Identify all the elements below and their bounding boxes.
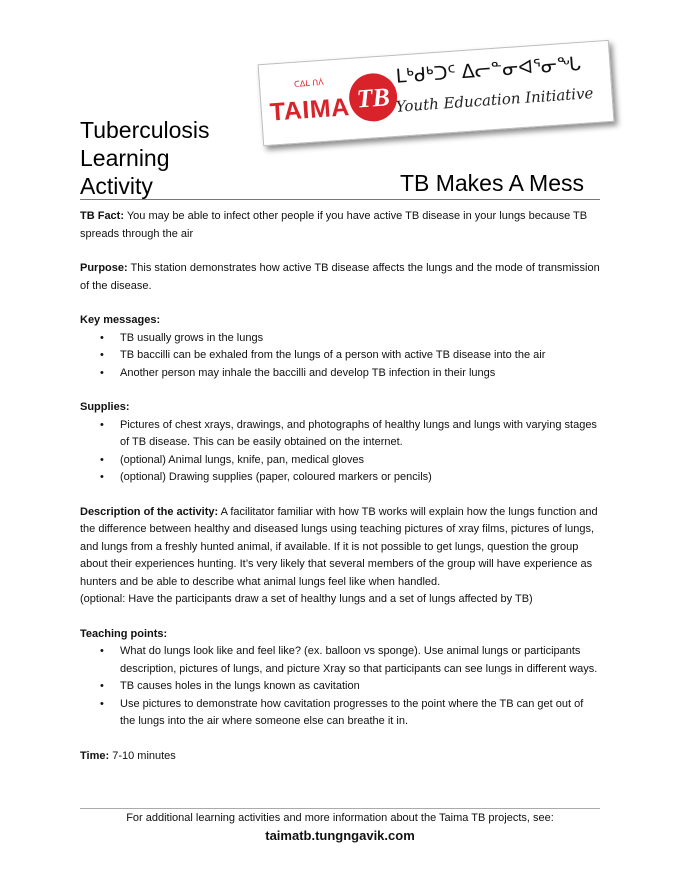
- taima-tb-logo: [258, 40, 615, 146]
- key-messages-heading: [80, 312, 600, 330]
- description-label: Description of the activity:: [80, 505, 219, 518]
- purpose: [80, 260, 600, 295]
- list-item: • TB usually grows in the lungs: [80, 330, 600, 348]
- tb-fact-text: You may be able to infect other people if you have active TB disease in your lungs because TB spreads through the air: [80, 210, 588, 240]
- document-title: [80, 116, 300, 200]
- time-label: Time:: [80, 749, 110, 762]
- purpose-text: This station demonstrates how active TB disease affects the lungs and the mode of transmission of the disease.: [80, 262, 600, 292]
- teaching-points-list: [80, 643, 600, 731]
- logo-syllabics: ᒪᒃᑯᒃᑐᑦ ᐃᓕᓐᓂᐊᕐᓂᖓ: [395, 52, 582, 88]
- list-item: • TB causes holes in the lungs known as cavitation: [80, 678, 600, 696]
- supplies-label: Supplies:: [80, 401, 130, 413]
- logo-badge: TB: [355, 82, 391, 114]
- footer-divider: [80, 808, 600, 809]
- tb-fact: [80, 208, 600, 243]
- logo-wordmark: TAIMA: [268, 93, 351, 127]
- description: [80, 504, 600, 592]
- key-messages-label: Key messages:: [80, 314, 161, 326]
- teaching-points-label: Teaching points:: [80, 627, 168, 640]
- list-item: • Use pictures to demonstrate how cavitation progresses to the point where the TB can get out of the lungs into the air where someone else can breathe it in.: [80, 696, 600, 731]
- list-item: • TB baccilli can be exhaled from the lungs of a person with active TB disease into the air: [80, 347, 600, 365]
- supplies-list: [80, 417, 600, 487]
- time-value: 7-10 minutes: [112, 749, 176, 762]
- list-item: • (optional) Drawing supplies (paper, coloured markers or pencils): [80, 469, 600, 487]
- title-line: Activity: [80, 173, 153, 199]
- title-line: Tuberculosis: [80, 117, 210, 143]
- tb-fact-label: TB Fact:: [80, 210, 124, 222]
- title-line: Learning: [80, 145, 170, 171]
- footer-url-link[interactable]: taimatb.tungngavik.com: [265, 828, 415, 843]
- key-messages-list: [80, 330, 600, 383]
- list-item: • Another person may inhale the baccilli and develop TB infection in their lungs: [80, 365, 600, 383]
- purpose-label: Purpose:: [80, 262, 128, 274]
- logo-tagline: Youth Education Initiative: [395, 84, 594, 116]
- logo-small-syllabics: ᑕᐃᒪ ᑎᐲ: [293, 77, 324, 89]
- description-text: A facilitator familiar with how TB works will explain how the lungs function and the difference between healthy and diseased lungs using teaching pictures of xray films, pictures of lungs, and lungs from a freshly hunted animal, if available. If it is not possible to get lungs, question the group about their experiences hunting. It’s very likely that several members of the group will have experience as hunters and be able to describe what animal lungs feel like when handled.: [80, 505, 598, 588]
- supplies-heading: [80, 399, 600, 417]
- document-body: [80, 208, 600, 765]
- time: [80, 748, 600, 766]
- header-divider: [80, 199, 600, 200]
- activity-title: TB Makes A Mess: [399, 170, 584, 196]
- list-item: • What do lungs look like and feel like? (ex. balloon vs sponge). Use animal lungs or participants description, pictures of lungs, and picture Xray so that participants can see lungs in different ways.: [80, 643, 600, 678]
- description-optional: (optional: Have the participants draw a set of healthy lungs and a set of lungs affected by TB): [80, 593, 533, 605]
- footer-text: For additional learning activities and more information about the Taima TB projects, see:: [126, 812, 554, 824]
- list-item: • (optional) Animal lungs, knife, pan, medical gloves: [80, 452, 600, 470]
- teaching-points-heading: [80, 626, 600, 644]
- list-item: • Pictures of chest xrays, drawings, and photographs of healthy lungs and lungs with varying stages of TB disease. This can be easily obtained on the internet.: [80, 417, 600, 452]
